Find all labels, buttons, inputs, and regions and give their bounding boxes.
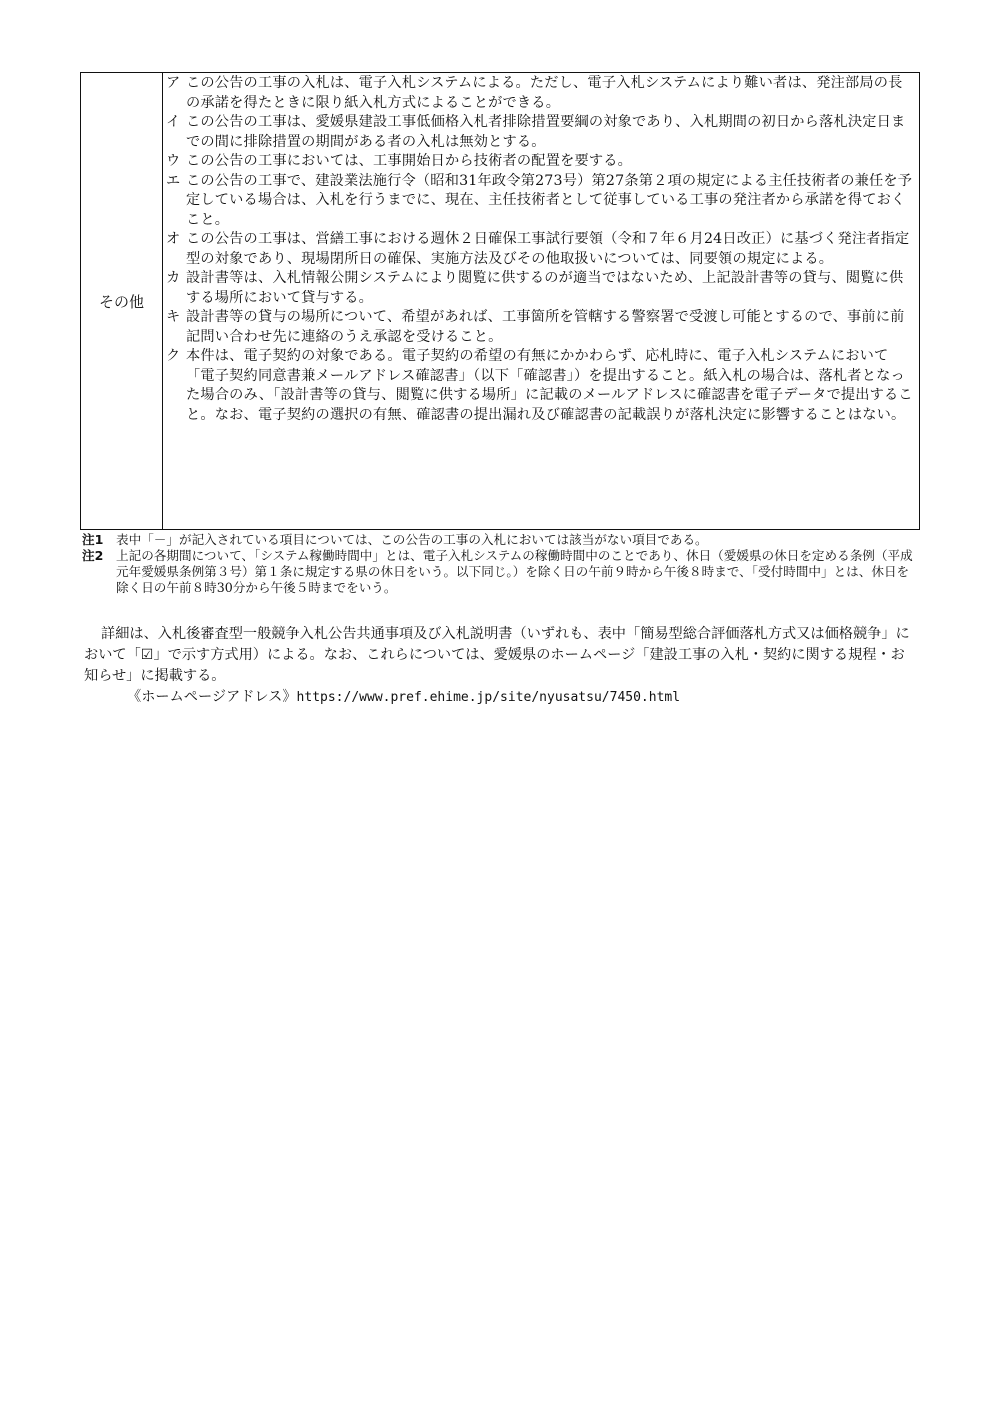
clause-mark: ク xyxy=(166,348,181,364)
clause-mark: カ xyxy=(166,270,181,286)
homepage-line xyxy=(84,687,918,708)
clause-text: この公告の工事の入札は、電子入札システムによる。ただし、電子入札システムにより難い者は、発注部局の長の承諾を得たときに限り紙入札方式によることができる。 xyxy=(186,75,903,111)
details-paragraph: 詳細は、入札後審査型一般競争入札公告共通事項及び入札説明書（いずれも、表中「簡易型総合評価落札方式又は価格競争」において「☑」で示す方式用）による。なお、これらについては、愛媛県のホームページ「建設工事の入札・契約に関する規程・お知らせ」に掲載する。 xyxy=(84,626,910,684)
notes-section xyxy=(82,532,918,596)
clause-mark: エ xyxy=(166,172,181,189)
clause-i xyxy=(166,113,913,152)
clause-ka xyxy=(166,269,913,308)
clause-ku xyxy=(166,347,913,425)
note-mark: 注1 xyxy=(82,532,104,547)
clause-a xyxy=(166,74,913,113)
clauses-cell xyxy=(163,73,919,529)
clause-o xyxy=(166,230,913,269)
clause-mark: イ xyxy=(166,114,181,130)
notice-table xyxy=(80,72,920,530)
clause-text: この公告の工事は、愛媛県建設工事低価格入札者排除措置要綱の対象であり、入札期間の初日から落札決定日までの間に排除措置の期間がある者の入札は無効とする。 xyxy=(186,114,906,150)
clause-mark: オ xyxy=(166,231,181,247)
homepage-label: 《ホームページアドレス》 xyxy=(127,689,297,705)
clause-mark: ア xyxy=(166,75,181,91)
clause-u xyxy=(166,152,913,172)
clause-text: この公告の工事においては、工事開始日から技術者の配置を要する。 xyxy=(186,153,633,169)
note-text: 表中「－」が記入されている項目については、この公告の工事の入札においては該当がない項目である。 xyxy=(116,532,708,547)
clause-text: 設計書等は、入札情報公開システムにより閲覧に供するのが適当ではないため、上記設計書等の貸与、閲覧に供する場所において貸与する。 xyxy=(186,270,904,306)
clause-mark: ウ xyxy=(166,153,181,169)
row-label-other: その他 xyxy=(81,73,163,529)
note-text: 上記の各期間について、「システム稼働時間中」とは、電子入札システムの稼働時間中のことであり、休日（愛媛県の休日を定める条例（平成元年愛媛県条例第３号）第１条に規定する県の休日をいう。以下同じ。）を除く日の午前９時から午後８時まで、「受付時間中」とは、休日を除く日の午前８時30分から午後５時までをいう。 xyxy=(116,548,913,595)
clause-text: この公告の工事で、建設業法施行令（昭和31年政令第273号）第27条第２項の規定による主任技術者の兼任を予定している場合は、入札を行うまでに、現在、主任技術者として従事している工事の発注者から承諾を得ておくこと。 xyxy=(186,172,913,228)
clause-text: 本件は、電子契約の対象である。電子契約の希望の有無にかかわらず、応札時に、電子入札システムにおいて「電子契約同意書兼メールアドレス確認書」（以下「確認書」）を提出すること。紙入札の場合は、落札者となった場合のみ、「設計書等の貸与、閲覧に供する場所」に記載のメールアドレスに確認書を電子データで提出すること。なお、電子契約の選択の有無、確認書の提出漏れ及び確認書の記載誤りが落札決定に影響することはない。 xyxy=(186,348,913,423)
note-2 xyxy=(82,548,918,596)
clause-e xyxy=(166,172,913,231)
details-section xyxy=(84,624,918,708)
clause-text: 設計書等の貸与の場所について、希望があれば、工事箇所を管轄する警察署で受渡し可能とするので、事前に前記問い合わせ先に連絡のうえ承認を受けること。 xyxy=(186,309,905,345)
note-1 xyxy=(82,532,918,548)
clause-mark: キ xyxy=(166,309,181,325)
note-mark: 注2 xyxy=(82,548,104,563)
homepage-url[interactable]: https://www.pref.ehime.jp/site/nyusatsu/7450.html xyxy=(296,690,681,705)
clause-text: この公告の工事は、営繕工事における週休２日確保工事試行要領（令和７年６月24日改正）に基づく発注者指定型の対象であり、現場閉所日の確保、実施方法及びその他取扱いについては、同要領の規定による。 xyxy=(186,231,910,267)
clause-ki xyxy=(166,308,913,347)
